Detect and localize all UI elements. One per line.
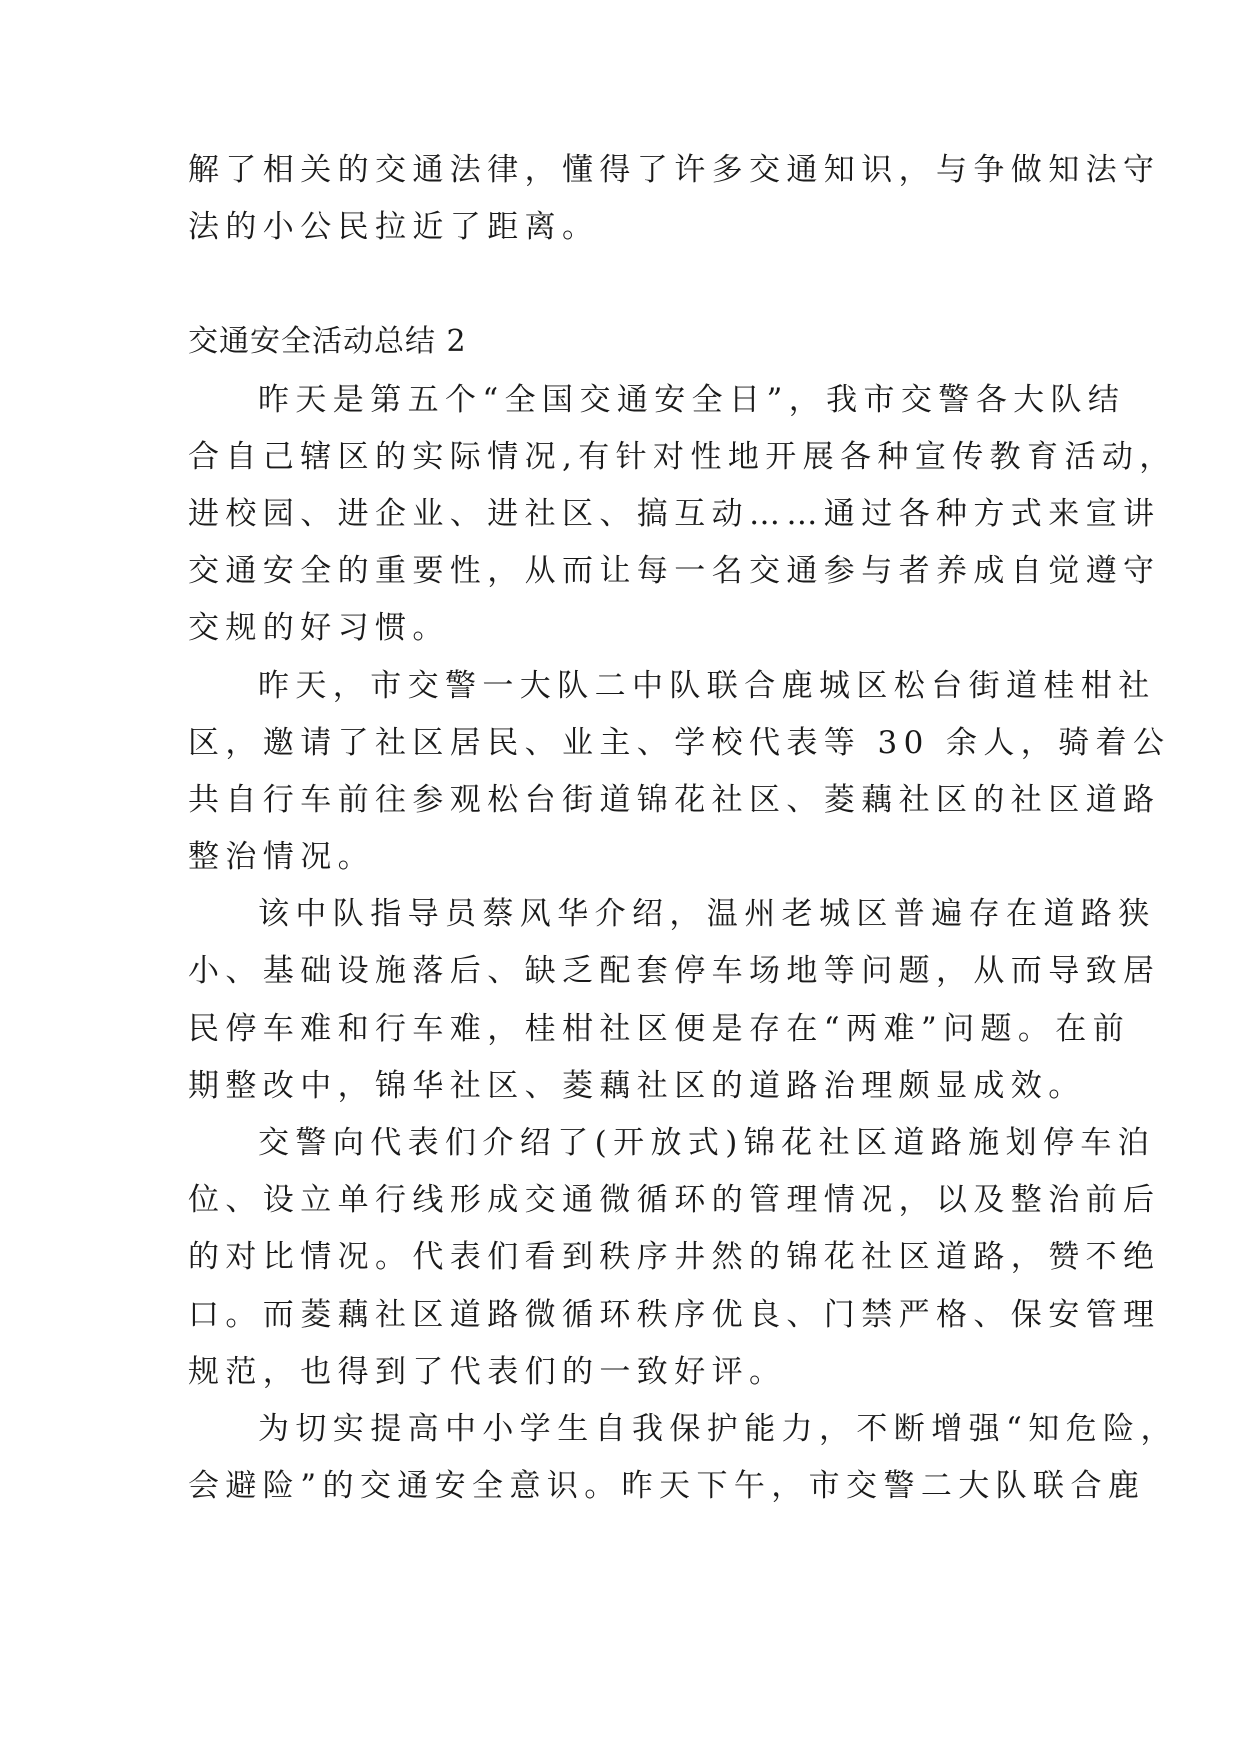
text-line: 共自行车前往参观松台街道锦花社区、菱藕社区的社区道路 — [188, 782, 1161, 818]
text-line: 昨天是第五个“全国交通安全日”，我市交警各大队结 — [258, 382, 1126, 418]
text-line: 交通安全的重要性，从而让每一名交通参与者养成自觉遵守 — [188, 553, 1161, 589]
text-line: 的对比情况。代表们看到秩序井然的锦花社区道路，赞不绝 — [188, 1239, 1161, 1275]
text-line: 为切实提高中小学生自我保护能力，不断增强“知危险， — [258, 1411, 1178, 1447]
text-line: 民停车难和行车难，桂柑社区便是存在“两难”问题。在前 — [188, 1011, 1131, 1047]
text-line: 口。而菱藕社区道路微循环秩序优良、门禁严格、保安管理 — [188, 1297, 1161, 1333]
text-line: 区，邀请了社区居民、业主、学校代表等 30 余人，骑着公 — [188, 725, 1171, 761]
text-line: 合自己辖区的实际情况,有针对性地开展各种宣传教育活动， — [188, 439, 1177, 475]
text-line: 该中队指导员蔡风华介绍，温州老城区普遍存在道路狭 — [258, 896, 1156, 932]
text-line: 交警向代表们介绍了(开放式)锦花社区道路施划停车泊 — [258, 1125, 1156, 1161]
text-line: 期整改中，锦华社区、菱藕社区的道路治理颇显成效。 — [188, 1068, 1086, 1104]
text-line: 解了相关的交通法律，懂得了许多交通知识，与争做知法守 — [188, 152, 1161, 188]
text-line: 会避险”的交通安全意识。昨天下午，市交警二大队联合鹿 — [188, 1468, 1146, 1504]
text-line: 位、设立单行线形成交通微循环的管理情况，以及整治前后 — [188, 1182, 1161, 1218]
text-line: 进校园、进企业、进社区、搞互动……通过各种方式来宣讲 — [188, 496, 1161, 532]
text-line: 昨天，市交警一大队二中队联合鹿城区松台街道桂柑社 — [258, 668, 1156, 704]
text-line: 小、基础设施落后、缺乏配套停车场地等问题，从而导致居 — [188, 953, 1161, 989]
text-line: 规范，也得到了代表们的一致好评。 — [188, 1354, 787, 1390]
text-line: 法的小公民拉近了距离。 — [188, 209, 600, 245]
section-heading: 交通安全活动总结 2 — [188, 324, 467, 359]
text-line: 交规的好习惯。 — [188, 610, 450, 646]
text-line: 整治情况。 — [188, 839, 375, 875]
